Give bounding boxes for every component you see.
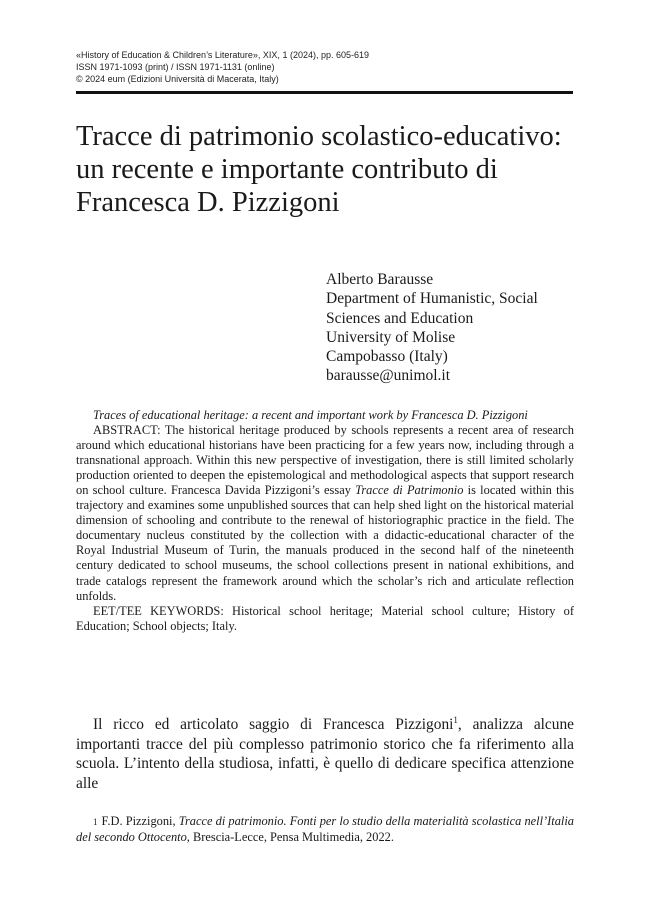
body-text [76, 715, 574, 793]
author-name: Alberto Barausse [326, 271, 434, 288]
abstract-text-part-2: is located within this trajectory and examines some unpublished sources that can help shed light on the historical material dimension of schooling and contribute to the renewal of historiographic practice in the field. The documentary nucleus constituted by the collection with a didactic-educational character of the Royal Industrial Museum of Turin, the manuals produced in the second half of the nineteenth century dedicated to school museums, the school collections present in national exhibitions, and trade catalogs represent the framework around which the scholar’s rich and articulate reflection unfolds. [76, 483, 574, 603]
footnote-text-part-1: F.D. Pizzigoni, [101, 814, 179, 828]
abstract-text [76, 423, 574, 604]
abstract-text-part-1: ABSTRACT: The historical heritage produced by schools represents a recent area of research around which educational historians have been practicing for a few years now, including through a transnational approach. Within this new perspective of investigation, there is still limited scholarly production oriented to deepen the epistemological and methodological aspects that support research on school culture. Francesca Davida Pizzigoni’s essay [76, 423, 574, 498]
journal-issn: ISSN 1971-1093 (print) / ISSN 1971-1131 (online) [76, 62, 275, 72]
header-rule [76, 91, 573, 94]
title-line-1: Tracce di patrimonio scolastico-educativo: [76, 121, 562, 152]
author-department-1: Department of Humanistic, Social [326, 290, 538, 308]
title-line-3: Francesca D. Pizzigoni [76, 187, 340, 218]
body-text-part-2: , analizza alcune importanti tracce del più complesso patrimonio storico che fa riferimento alla scuola. L’intento della studiosa, infatti, è quello di dedicare specifica attenzione alle [76, 716, 574, 792]
footnote [76, 814, 574, 845]
article-title [76, 120, 596, 219]
title-line-2: un recente e importante contributo di [76, 154, 498, 185]
footnote-text [76, 814, 574, 845]
abstract-book-title: Tracce di Patrimonio [355, 483, 464, 498]
author-email: barausse@unimol.it [326, 367, 451, 385]
footnote-mark: 1 [93, 817, 98, 827]
body-paragraph [76, 715, 574, 793]
body-text-part-1: Il ricco ed articolato saggio di Francesca Pizzigoni [93, 716, 454, 733]
journal-citation: «History of Education & Children’s Literature», XIX, 1 (2024), pp. 605-619 [76, 50, 370, 60]
footnote-book-title: Tracce di patrimonio. Fonti per lo studio della materialità scolastica nell’Italia del secondo Ottocento [76, 814, 574, 845]
author-city: Campobasso (Italy) [326, 348, 448, 366]
keywords: EET/TEE KEYWORDS: Historical school heritage; Material school culture; History of Education; School objects; Italy. [76, 603, 574, 633]
journal-header [76, 49, 576, 85]
journal-copyright: © 2024 eum (Edizioni Università di Macerata, Italy) [76, 74, 279, 84]
footnote-reference[interactable]: 1 [453, 714, 458, 725]
author-block [326, 270, 586, 386]
author-department-2: Sciences and Education [326, 309, 474, 327]
abstract-section [76, 408, 574, 634]
english-title: Traces of educational heritage: a recent and important work by Francesca D. Pizzigoni [93, 408, 528, 422]
author-university: University of Molise [326, 328, 456, 346]
footnote-text-part-2: , Brescia-Lecce, Pensa Multimedia, 2022. [186, 830, 394, 845]
